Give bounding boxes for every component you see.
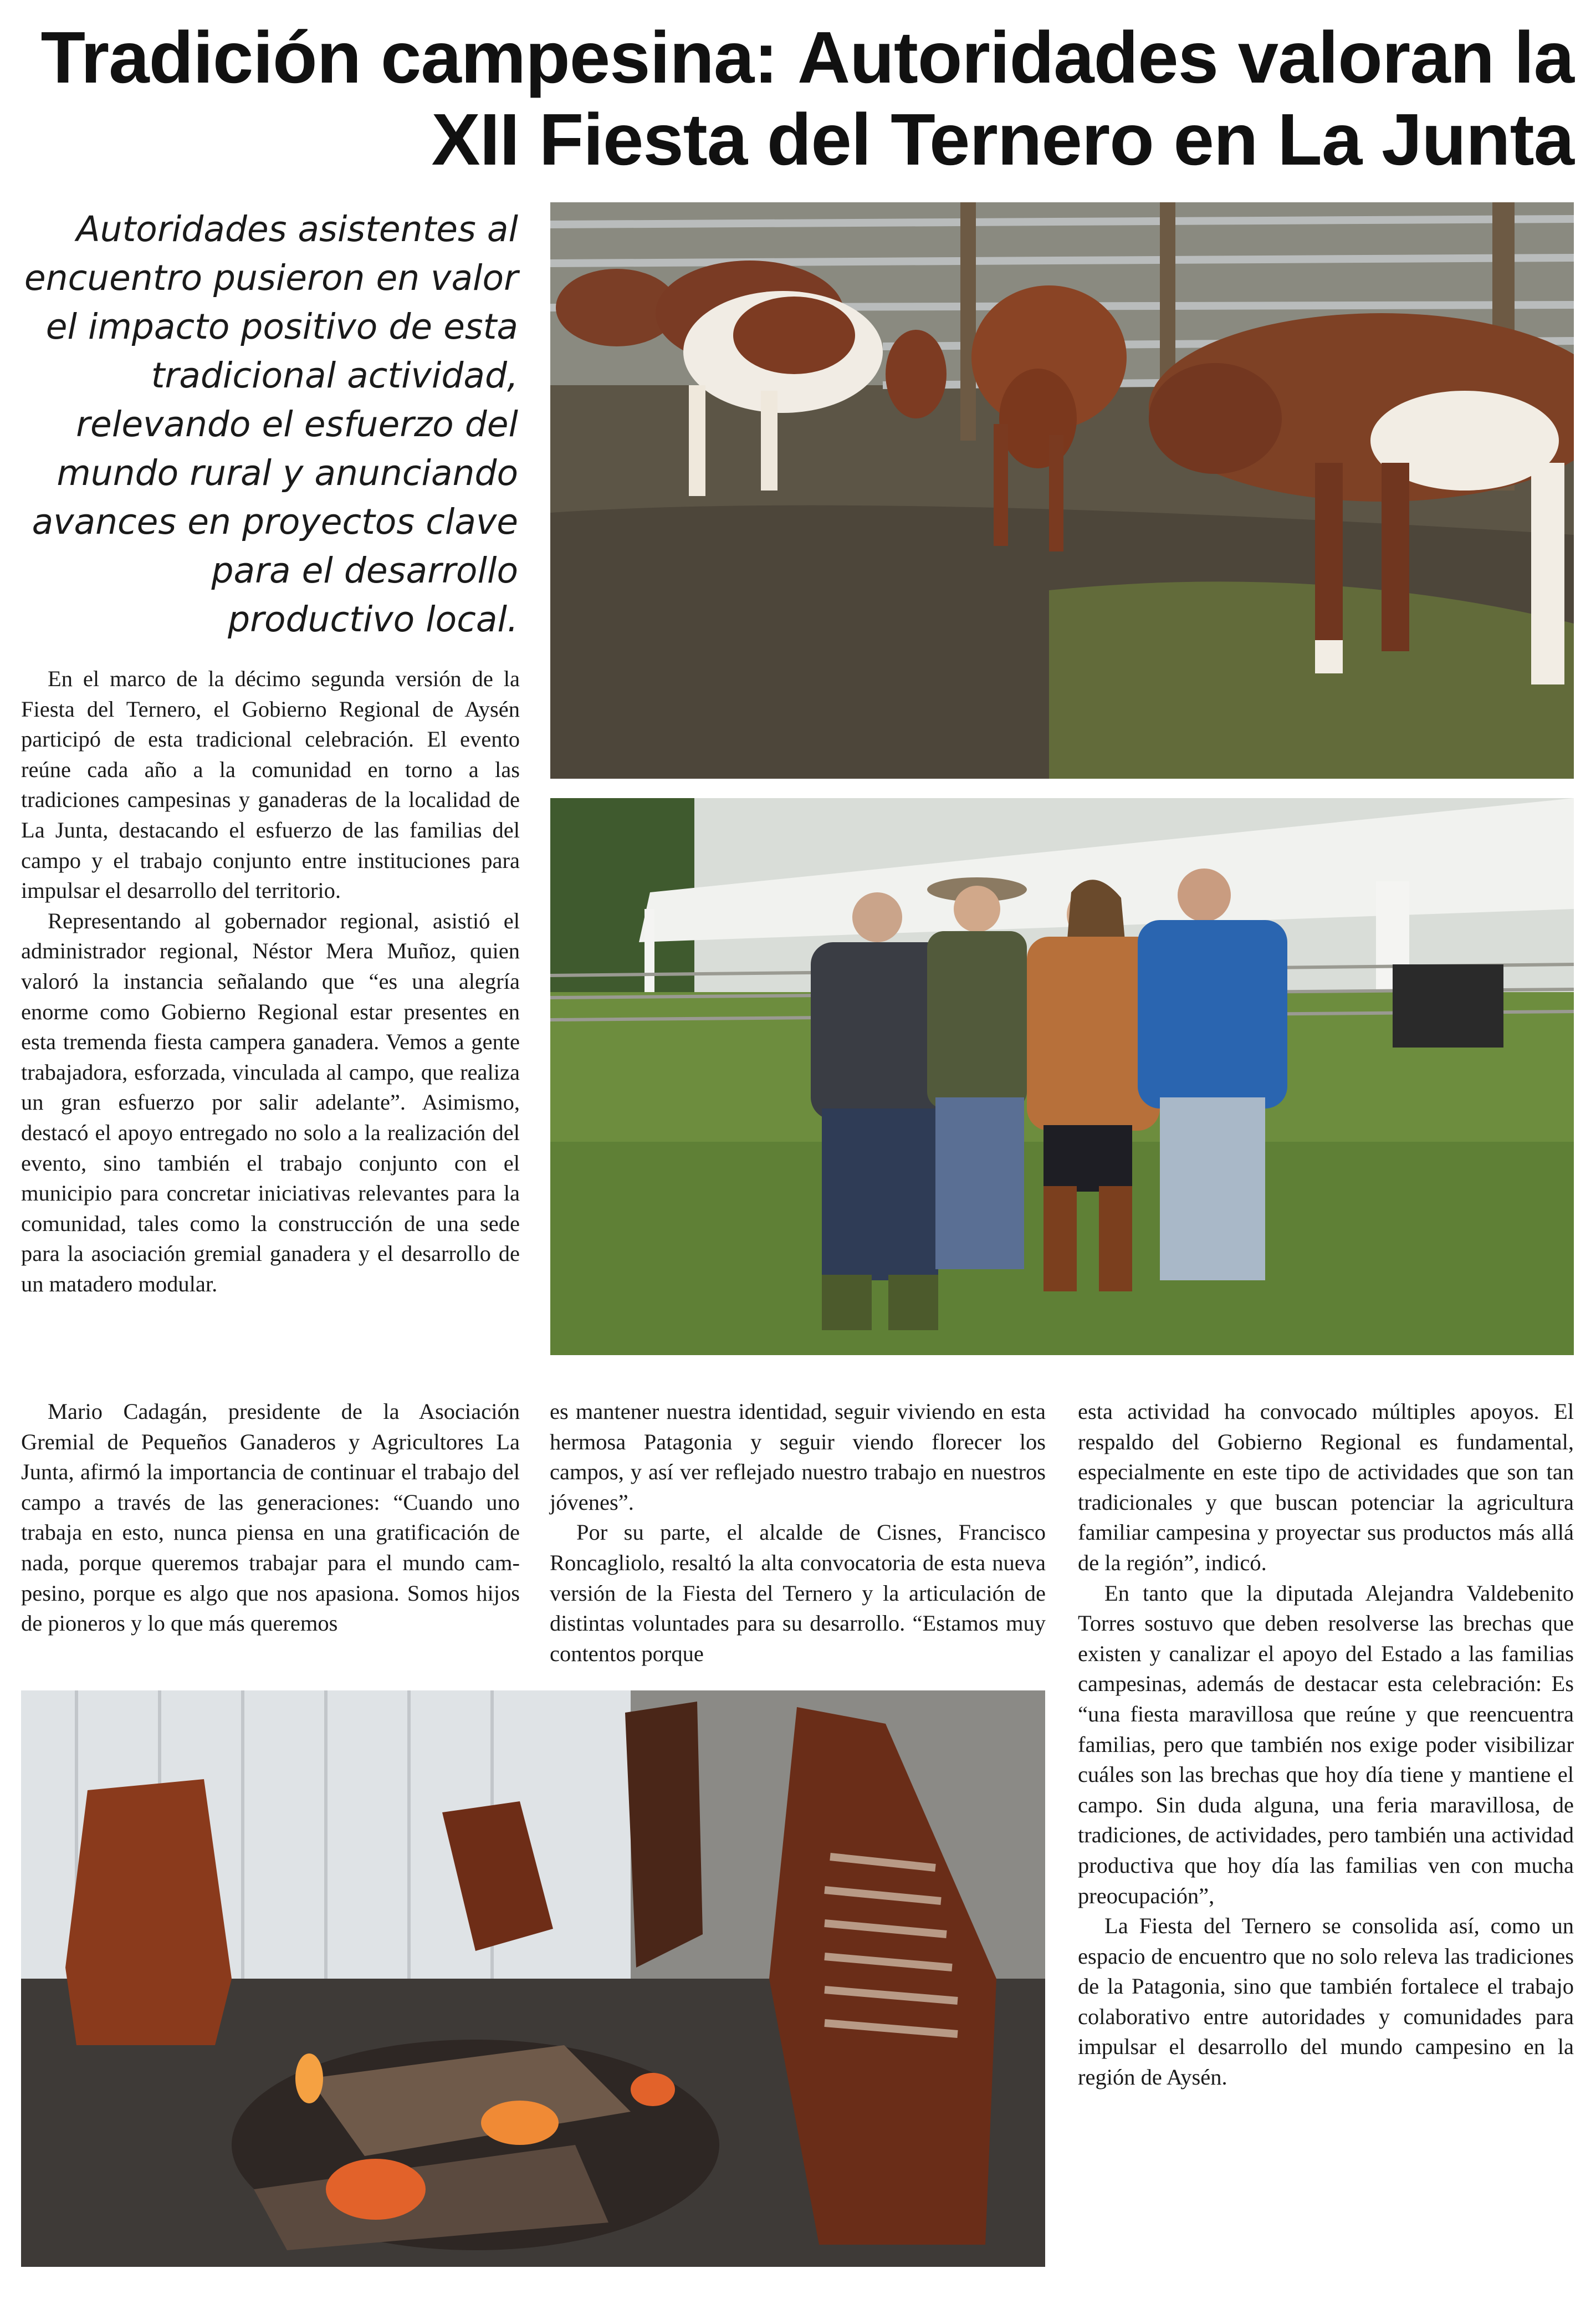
headline-rest: Autoridades valoran la XII Fiesta del Ternero en La Junta <box>431 17 1574 180</box>
paragraph: La Fiesta del Ternero se consolida así, como un espacio de encuentro que no solo releva las tradiciones de la Patagonia, sino que también fortalece el trabajo colaborativo entre autoridades y comunidades para impulsar el desarrollo del mundo campesino en la región de Aysén. <box>1078 1913 1574 2090</box>
paragraph: es mantener nuestra identidad, seguir viviendo en esta hermosa Patagonia y seguir viendo florecer los campos, y así ver reflejado nuestro trabajo en nuestros jóvenes”. <box>550 1399 1046 1515</box>
paragraph: esta actividad ha convocado múltiples apoyos. El respaldo del Gobierno Regional es fundamental, especialmente en este tipo de actividades que son tan tradicionales y que buscan potenciar la agricultura familiar campesina y proyectar sus productos más allá de la región”, indicó. <box>1078 1399 1574 1575</box>
headline <box>22 17 1574 181</box>
column-2 <box>550 1397 1046 1669</box>
column-1-top <box>21 664 520 1299</box>
paragraph: En tanto que la diputada Alejandra Valdebenito Torres sostuvo que deben resolverse las brechas que existen y canalizar el apoyo del Estado a las familias campesinas, además de destacar esta celebración: Es “una fiesta maravillosa que reúne y que reencuentra familias, pero que también nos exige poder visibilizar cuáles son las brechas que hoy día tiene y mantiene el campo. Sin duda alguna, una feria maravillosa, de tradiciones, de actividades, pero también una actividad productiva que hoy día las familias ven con mucha preocupación”, <box>1078 1580 1574 1908</box>
paragraph: Por su parte, el alcalde de Cisnes, Francisco Roncagliolo, resaltó la alta convocatoria de esta nueva versión de la Fiesta del Ternero y la articulación de distintas voluntades para su desarrollo. “Estamos muy contentos porque <box>550 1520 1046 1666</box>
officials-group-photo <box>550 798 1574 1355</box>
paragraph: Representando al gobernador regional, asistió el administrador regional, Néstor Mera Muñoz, quien valoró la instancia señalando que “es una alegría enorme como Gobierno Regional estar presentes en esta tremenda fiesta campera ganadera. Vemos a gente trabajadora, esforzada, vinculada al campo, que realiza un gran esfuerzo por salir adelante”. Asimismo, destacó el apoyo entregado no solo a la realización del evento, sino también el trabajo conjunto con el municipio para concretar iniciativas relevantes para la comunidad, tales como la construcción de una sede para la asociación gremial ganadera y el desarrollo de un matadero modular. <box>21 908 520 1296</box>
headline-bold: Tradición campesina: <box>40 17 778 98</box>
calves-in-corral-photo <box>550 202 1574 779</box>
dek: Autoridades asistentes al encuentro pusieron en valor el impacto positivo de esta tradicional actividad, relevando el esfuerzo del mundo rural y anunciando avances en proyectos clave para el desarrollo productivo local. <box>24 209 518 640</box>
paragraph: Mario Cadagán, presidente de la Asociación Gremial de Pequeños Ganaderos y Agricultores La Junta, afirmó la importancia de continuar el trabajo del campo a través de las generaciones: “Cuando uno trabaja en esto, nunca piensa en una gratificación de nada, porque queremos trabajar para el mundo campesino, porque es algo que nos apasiona. Somos hijos de pioneros y lo que más queremos <box>21 1399 520 1636</box>
column-3 <box>1078 1397 1574 2093</box>
column-1-bottom <box>21 1397 520 1639</box>
lamb-roast-fire-photo <box>21 1690 1045 2267</box>
paragraph: En el marco de la décimo segunda versión de la Fiesta del Ternero, el Gobierno Regional de Aysén participó de esta tradicional celebración. El evento reúne cada año a la comunidad en torno a las tradiciones campesinas y ganaderas de la localidad de La Junta, destacando el esfuerzo de las familias del campo y el trabajo conjunto entre instituciones para impulsar el desarrollo del territorio. <box>21 666 520 903</box>
